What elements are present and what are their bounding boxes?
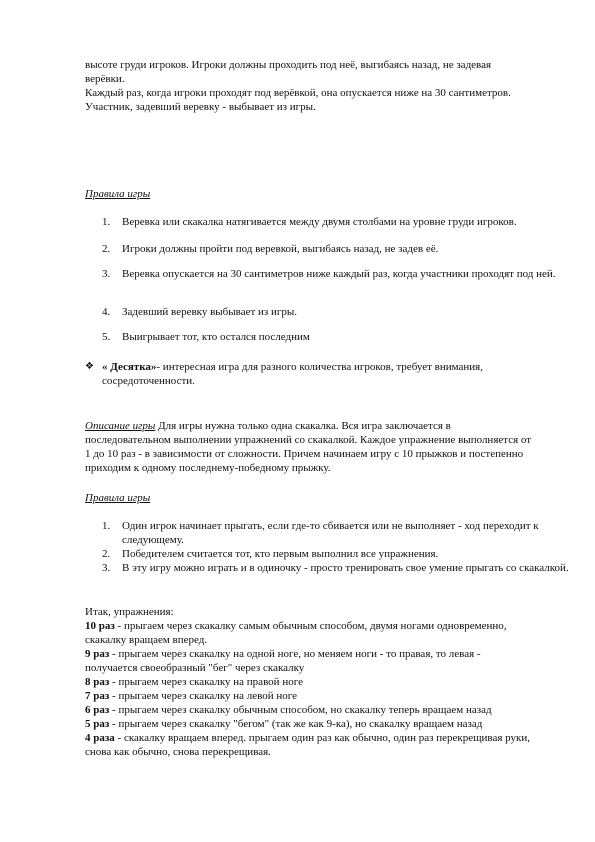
list-item-text: Задевший веревку выбывает из игры. xyxy=(122,306,298,318)
rules-heading-1-text: Правила игры xyxy=(85,188,151,200)
list-item-text: Веревка или скакалка натягивается между двумя столбами на уровне груди игроков. xyxy=(122,216,517,228)
exercise-item xyxy=(85,675,535,689)
game-summary: - интересная игра для разного количества игроков, требует внимания, сосредоточенности. xyxy=(102,361,483,387)
list-number: 5. xyxy=(102,331,111,343)
exercise-count: 8 раз xyxy=(85,676,110,688)
rules-list-1-item xyxy=(85,305,572,319)
diamond-bullet-icon: ❖ xyxy=(85,361,94,372)
rules-list-1-item xyxy=(85,242,572,256)
list-item-text: Выигрывает тот, кто остался последним xyxy=(122,331,310,343)
exercise-count: 5 раз xyxy=(85,718,110,730)
list-number: 4. xyxy=(102,306,111,318)
game-bullet xyxy=(85,360,535,388)
list-item-text: Игроки должны пройти под веревкой, выгибаясь назад, не задев её. xyxy=(122,243,439,255)
exercise-text: - прыгаем через скакалку обычным способом, но скакалку теперь вращаем назад xyxy=(109,704,492,716)
rules-list-2-item xyxy=(85,547,572,561)
exercise-text: - прыгаем через скакалку самым обычным способом, двумя ногами одновременно, скакалку вращаем вперед. xyxy=(85,620,507,646)
exercise-item xyxy=(85,731,535,759)
rules-list-1-item xyxy=(85,215,572,229)
exercise-item xyxy=(85,703,535,717)
rules-heading-2 xyxy=(85,491,530,505)
list-number: 3. xyxy=(102,562,111,574)
exercise-text: - прыгаем через скакалку "бегом" (так же как 9-ка), но скакалку вращаем назад xyxy=(109,718,483,730)
rules-list-2-item xyxy=(85,519,572,547)
list-number: 1. xyxy=(102,520,111,532)
rules-list-1-item xyxy=(85,330,572,344)
description-label: Описание игры xyxy=(85,420,156,432)
exercise-item xyxy=(85,647,535,675)
exercise-count: 6 раз xyxy=(85,704,110,716)
exercise-text: - прыгаем через скакалку на правой ноге xyxy=(109,676,303,688)
list-item-text: Победителем считается тот, кто первым выполнил все упражнения. xyxy=(122,548,439,560)
exercise-count: 7 раз xyxy=(85,690,110,702)
exercise-item xyxy=(85,689,535,703)
exercises-intro: Итак, упражнения: xyxy=(85,606,174,618)
list-number: 1. xyxy=(102,216,111,228)
exercise-count: 10 раз xyxy=(85,620,115,632)
list-number: 3. xyxy=(102,268,111,280)
intro-paragraph xyxy=(85,58,530,114)
intro-line-1: высоте груди игроков. Игроки должны проходить под неё, выгибаясь назад, не задевая верёвки. xyxy=(85,59,492,85)
game-title: « Десятка» xyxy=(102,361,157,373)
description-text: Для игры нужна только одна скакалка. Вся игра заключается в последовательном выполнении упражнений со скакалкой. Каждое упражнение выполняется от 1 до 10 раз - в зависимости от сложности. Причем начинаем игру с 10 прыжков и постепенно приходим к одному последнему-победному прыжку. xyxy=(85,420,532,474)
rules-heading-2-text: Правила игры xyxy=(85,492,151,504)
exercise-text: - скакалку вращаем вперед. прыгаем один раз как обычно, один раз перекрещивая руки, снова как обычно, снова перекрещивая. xyxy=(85,732,531,758)
rules-list-2-item xyxy=(85,561,572,575)
list-number: 2. xyxy=(102,243,111,255)
list-number: 2. xyxy=(102,548,111,560)
list-item-text: Один игрок начинает прыгать, если где-то сбивается или не выполняет - ход переходит к следующему. xyxy=(122,520,539,546)
rules-list-1-item xyxy=(85,267,572,281)
list-item-text: В эту игру можно играть и в одиночку - просто тренировать свое умение прыгать со скакалкой. xyxy=(122,562,569,574)
exercise-text: - прыгаем через скакалку на одной ноге, но меняем ноги - то правая, то левая - получается своеобразный "бег" через скакалку xyxy=(85,648,481,674)
exercises-section xyxy=(85,605,535,759)
exercise-count: 9 раз xyxy=(85,648,110,660)
description-paragraph xyxy=(85,419,535,475)
exercise-count: 4 раза xyxy=(85,732,115,744)
exercise-text: - прыгаем через скакалку на левой ноге xyxy=(109,690,298,702)
exercise-item xyxy=(85,717,535,731)
intro-line-2: Каждый раз, когда игроки проходят под верёвкой, она опускается ниже на 30 сантиметров. xyxy=(85,87,511,99)
list-item-text: Веревка опускается на 30 сантиметров ниже каждый раз, когда участники проходят под ней. xyxy=(122,268,556,280)
exercise-item xyxy=(85,619,535,647)
intro-line-3: Участник, задевший веревку - выбывает из игры. xyxy=(85,101,316,113)
rules-heading-1 xyxy=(85,187,530,201)
